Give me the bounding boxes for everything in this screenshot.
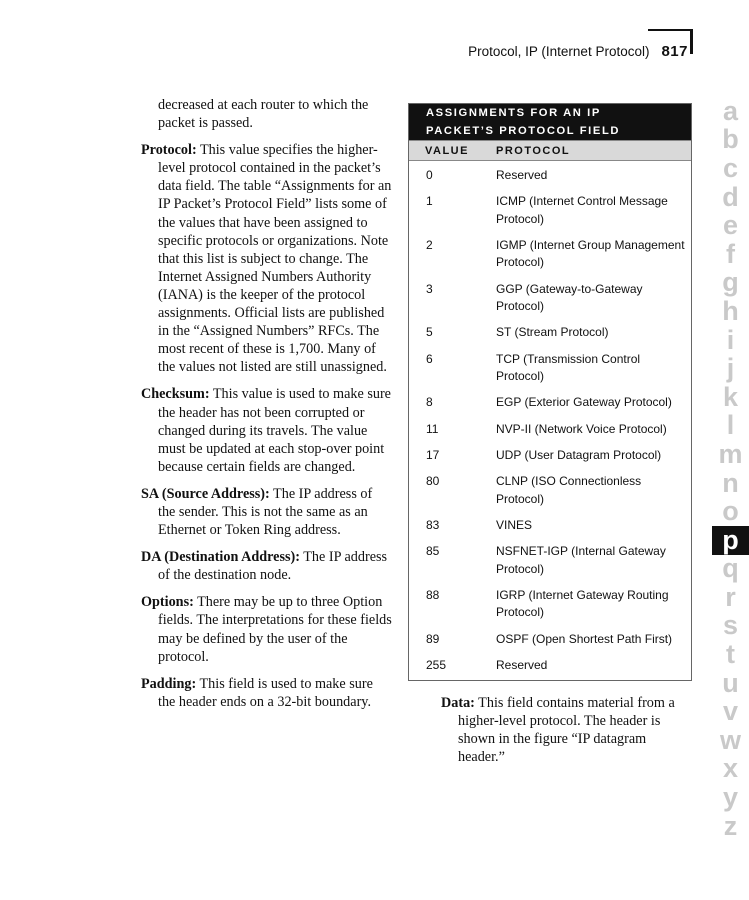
running-header <box>460 36 692 62</box>
table-title-line-1: ASSIGNMENTS FOR AN IP <box>426 107 601 119</box>
entry-text: The IP address of the destination node. <box>158 549 388 584</box>
table-row <box>409 351 691 385</box>
cell-value: 3 <box>426 281 433 296</box>
cell-protocol: TCP (Transmission Control Protocol) <box>496 351 641 383</box>
cell-protocol: VINES <box>496 517 533 532</box>
thumb-index-letter-c: c <box>722 152 739 183</box>
table-row <box>409 543 691 577</box>
entry-term: Options: <box>141 594 194 611</box>
column-header-protocol: PROTOCOL <box>496 144 571 157</box>
cell-value: 88 <box>426 587 440 602</box>
thumb-index-letter-w: w <box>719 724 741 755</box>
cell-value: 0 <box>426 168 433 182</box>
thumb-index-letter-k: k <box>722 381 739 412</box>
cell-protocol: OSPF (Open Shortest Path First) <box>496 631 673 646</box>
table-row <box>409 473 691 507</box>
table-row <box>409 587 691 621</box>
cell-protocol: ST (Stream Protocol) <box>496 325 609 340</box>
cell-protocol: Reserved <box>496 168 548 182</box>
table-row <box>409 167 691 184</box>
table-row <box>409 631 691 648</box>
entry-term: SA (Source Address): <box>141 485 270 502</box>
page-number: 817 <box>661 43 688 60</box>
right-column-text <box>441 694 691 775</box>
cell-value: 6 <box>426 351 433 366</box>
cell-protocol: IGMP (Internet Group Management Protocol) <box>496 237 685 270</box>
entry-text: There may be up to three Option fields. The interpretations for these fields may be defined by the user of the protocol. <box>158 594 392 665</box>
entry-text: This value is used to make sure the header has not been corrupted or changed during its travels. The value must be updated at each stop-over point because certain fields are changed. <box>158 386 391 475</box>
thumb-index-letter-e: e <box>722 210 739 241</box>
cell-protocol: EGP (Exterior Gateway Protocol) <box>496 395 672 410</box>
definition-entry <box>141 593 393 665</box>
definition-entry <box>141 548 393 584</box>
entry-term: Checksum: <box>141 386 210 403</box>
thumb-index-letter-d: d <box>722 181 739 212</box>
entry-term: Protocol: <box>141 142 197 159</box>
table-row <box>409 324 691 341</box>
continued-paragraph: decreased at each router to which the packet is passed. <box>158 97 369 132</box>
table-row <box>409 421 691 438</box>
thumb-index-letter-v: v <box>722 696 739 727</box>
thumb-index-letter-g: g <box>722 267 739 298</box>
thumb-index-letter-h: h <box>722 295 739 326</box>
alphabet-thumb-index <box>712 97 749 840</box>
cell-protocol: NVP-II (Network Voice Protocol) <box>496 421 667 436</box>
cell-value: 17 <box>426 447 440 462</box>
thumb-index-letter-u: u <box>722 667 739 698</box>
entry-text: This value specifies the higher-level protocol contained in the packet’s data field. The table “Assignments for an IP Packet’s Protocol Field” lists some of the values that have been assigned to specific protocols or organizations. Note that this list is subject to change. The Internet Assigned Numbers Authority (IANA) is the keeper of the protocol assignments. Official lists are published in the “Assigned Numbers” RFCs. The most recent of these is 1,700. Many of the values not listed are still unassigned. <box>158 142 392 376</box>
cell-value: 83 <box>426 517 440 532</box>
header-rule-vertical <box>690 30 693 54</box>
cell-value: 85 <box>426 544 440 559</box>
entry-text: The IP address of the sender. This is not the same as an Ethernet or Token Ring address. <box>158 485 373 539</box>
thumb-index-letter-m: m <box>718 438 743 469</box>
thumb-index-letter-q: q <box>722 553 739 584</box>
thumb-index-letter-r: r <box>725 581 736 612</box>
table-row <box>409 281 691 315</box>
cell-protocol: CLNP (ISO Connectionless Protocol) <box>496 474 642 506</box>
cell-protocol: NSFNET-IGP (Internal Gateway Protocol) <box>496 544 666 576</box>
column-header-value: VALUE <box>425 144 469 157</box>
definition-entry-data <box>441 694 691 766</box>
cell-value: 5 <box>426 325 433 340</box>
thumb-index-letter-a: a <box>722 95 739 126</box>
thumb-index-letter-f: f <box>726 238 735 269</box>
entry-text: This field contains material from a higher-level protocol. The header is shown in the figure “IP datagram header.” <box>458 695 675 766</box>
thumb-index-letter-x: x <box>722 753 739 784</box>
table-title-line-2: PACKET’S PROTOCOL FIELD <box>426 124 621 137</box>
thumb-index-letter-s: s <box>722 610 739 641</box>
cell-protocol: ICMP (Internet Control Message Protocol) <box>496 194 668 226</box>
definition-entry <box>141 385 393 475</box>
entry-term: DA (Destination Address): <box>141 549 300 566</box>
entry-term: Padding: <box>141 675 197 692</box>
thumb-index-letter-o: o <box>722 496 739 527</box>
cell-value: 1 <box>426 194 433 209</box>
protocol-assignments-table <box>408 103 692 681</box>
cell-value: 80 <box>426 474 440 489</box>
table-row <box>409 193 691 227</box>
table-row <box>409 657 691 674</box>
thumb-index-letter-z: z <box>723 810 738 841</box>
cell-value: 89 <box>426 631 440 646</box>
cell-value: 11 <box>426 421 439 436</box>
table-header-row <box>409 140 691 161</box>
cell-value: 2 <box>426 237 433 252</box>
cell-protocol: IGRP (Internet Gateway Routing Protocol) <box>496 587 669 620</box>
definition-entry <box>141 675 393 711</box>
entry-text: This field is used to make sure the header ends on a 32-bit boundary. <box>158 675 373 710</box>
table-row <box>409 237 691 271</box>
entry-term: Data: <box>441 695 475 711</box>
thumb-index-letter-n: n <box>722 467 739 498</box>
table-row <box>409 517 691 534</box>
table-row <box>409 447 691 464</box>
cell-protocol: UDP (User Datagram Protocol) <box>496 447 662 462</box>
table-title <box>409 104 691 140</box>
running-header-title: Protocol, IP (Internet Protocol) <box>468 44 650 59</box>
table-row <box>409 394 691 411</box>
thumb-index-letter-i: i <box>726 324 735 355</box>
cell-protocol: GGP (Gateway-to-Gateway Protocol) <box>496 281 643 313</box>
thumb-index-letter-j: j <box>726 353 735 384</box>
cell-value: 255 <box>426 657 447 672</box>
table-body <box>409 161 691 674</box>
thumb-index-letter-b: b <box>722 124 739 155</box>
thumb-index-letter-l: l <box>726 410 735 441</box>
thumb-index-letter-p: p <box>712 526 749 555</box>
cell-value: 8 <box>426 395 433 410</box>
definition-entry <box>141 485 393 539</box>
cell-protocol: Reserved <box>496 657 548 672</box>
header-rule-horizontal <box>648 29 693 31</box>
thumb-index-letter-t: t <box>726 639 735 670</box>
thumb-index-letter-y: y <box>722 782 739 813</box>
definition-entry <box>141 141 393 376</box>
left-column <box>141 96 393 720</box>
